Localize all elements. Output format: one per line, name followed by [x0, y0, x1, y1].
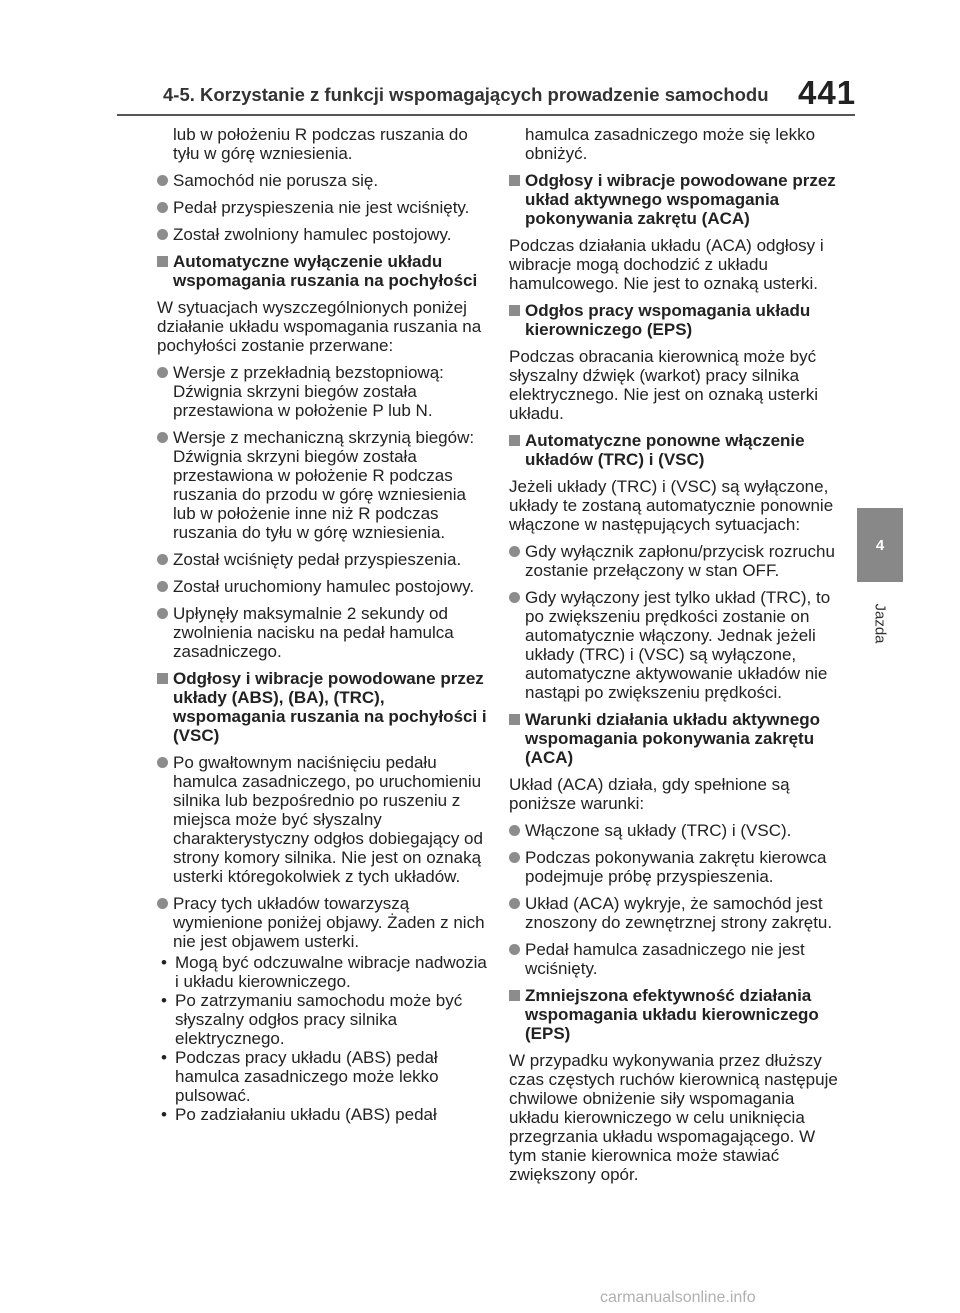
left-column	[157, 125, 487, 1132]
list-item: Został uruchomiony hamulec postojowy.	[157, 577, 487, 596]
circle-bullet-icon	[509, 852, 520, 863]
section-heading: Warunki działania układu aktywnego wspomagania pokonywania zakrętu (ACA)	[509, 710, 839, 767]
dot-bullet-icon: •	[161, 1048, 167, 1067]
list-item: Pracy tych układów towarzyszą wymienione poniżej objawy. Żaden z nich nie jest objawem usterki.	[157, 894, 487, 951]
paragraph: Jeżeli układy (TRC) i (VSC) są wyłączone, układy te zostaną automatycznie ponownie włączone w następujących sytuacjach:	[509, 477, 834, 534]
chapter-tab[interactable]	[857, 508, 903, 582]
chapter-label-text: Jazda	[871, 602, 889, 644]
square-bullet-icon	[157, 256, 168, 267]
sub-list	[157, 953, 487, 1124]
circle-bullet-icon	[157, 367, 168, 378]
square-bullet-icon	[509, 714, 520, 725]
right-column	[509, 125, 839, 1192]
section-heading: Automatyczne wyłączenie układu wspomagania ruszania na pochyłości	[157, 252, 487, 290]
list-item: Gdy wyłącznik zapłonu/przycisk rozruchu zostanie przełączony w stan OFF.	[509, 542, 839, 580]
paragraph: W sytuacjach wyszczególnionych poniżej działanie układu wspomagania ruszania na pochyłości zostanie przerwane:	[157, 298, 482, 355]
circle-bullet-icon	[157, 175, 168, 186]
circle-bullet-icon	[509, 825, 520, 836]
chapter-label	[860, 598, 900, 648]
circle-bullet-icon	[509, 944, 520, 955]
sub-list-item: • Po zadziałaniu układu (ABS) pedał	[161, 1105, 437, 1124]
circle-bullet-icon	[157, 757, 168, 768]
paragraph: W przypadku wykonywania przez dłuższy czas częstych ruchów kierownicą następuje chwilowe obniżenie siły wspomagania układu kierowniczego w celu uniknięcia przegrzania układu wspomagającego. W tym stanie kierownica może stawiać zwiększony opór.	[509, 1051, 838, 1184]
sub-list-item: • Mogą być odczuwalne wibracje nadwozia i układu kierowniczego.	[161, 953, 487, 991]
page-header	[0, 0, 960, 120]
list-item: Upłynęły maksymalnie 2 sekundy od zwolnienia nacisku na pedał hamulca zasadniczego.	[157, 604, 487, 661]
square-bullet-icon	[157, 673, 168, 684]
square-bullet-icon	[509, 305, 520, 316]
square-bullet-icon	[509, 435, 520, 446]
list-item: Wersje z mechaniczną skrzynią biegów: Dźwignia skrzyni biegów została przestawiona w położenie R podczas ruszania do przodu w górę wzniesienia lub w położenie inne niż R podczas ruszania do tyłu w górę wzniesienia.	[157, 428, 487, 542]
list-item: Pedał hamulca zasadniczego nie jest wciśnięty.	[509, 940, 839, 978]
section-heading: Odgłos pracy wspomagania układu kierowniczego (EPS)	[509, 301, 839, 339]
page-number: 441	[798, 74, 857, 111]
section-heading: Odgłosy i wibracje powodowane przez układ aktywnego wspomagania pokonywania zakrętu (ACA)	[509, 171, 839, 228]
dot-bullet-icon: •	[161, 1105, 167, 1124]
circle-bullet-icon	[157, 229, 168, 240]
circle-bullet-icon	[157, 898, 168, 909]
list-item: Pedał przyspieszenia nie jest wciśnięty.	[157, 198, 487, 217]
paragraph: Podczas działania układu (ACA) odgłosy i wibracje mogą dochodzić z układu hamulcowego. Nie jest to oznaką usterki.	[509, 236, 824, 293]
square-bullet-icon	[509, 175, 520, 186]
circle-bullet-icon	[509, 592, 520, 603]
continued-text: hamulca zasadniczego może się lekko obniżyć.	[525, 125, 816, 163]
sub-list-item: • Podczas pracy układu (ABS) pedał hamulca zasadniczego może lekko pulsować.	[161, 1048, 439, 1105]
list-item: Gdy wyłączony jest tylko układ (TRC), to po zwiększeniu prędkości zostanie on automatycznie włączony. Jednak jeżeli układy (TRC) i (VSC) są wyłączone, automatyczne aktywowanie układów nie nastąpi po zwiększeniu prędkości.	[509, 588, 839, 702]
circle-bullet-icon	[157, 581, 168, 592]
dot-bullet-icon: •	[161, 953, 167, 972]
list-item: Podczas pokonywania zakrętu kierowca podejmuje próbę przyspieszenia.	[509, 848, 839, 886]
list-item: Został zwolniony hamulec postojowy.	[157, 225, 487, 244]
sub-list-item: • Po zatrzymaniu samochodu może być słyszalny odgłos pracy silnika elektrycznego.	[161, 991, 463, 1048]
watermark: carmanualsonline.info	[600, 1289, 756, 1306]
paragraph: Podczas obracania kierownicą może być słyszalny dźwięk (warkot) pracy silnika elektrycznego. Nie jest on oznaką usterki układu.	[509, 347, 818, 423]
circle-bullet-icon	[157, 202, 168, 213]
circle-bullet-icon	[509, 546, 520, 557]
circle-bullet-icon	[509, 898, 520, 909]
list-item: Wersje z przekładnią bezstopniową: Dźwignia skrzyni biegów została przestawiona w położenie P lub N.	[157, 363, 487, 420]
chapter-number: 4	[875, 536, 885, 554]
list-item: Po gwałtownym naciśnięciu pedału hamulca zasadniczego, po uruchomieniu silnika lub bezpośrednio po ruszeniu z miejsca może być słyszalny charakterystyczny odgłos dobiegający od strony komory silnika. Nie jest on oznaką usterki któregokolwiek z tych układów.	[157, 753, 487, 886]
paragraph: Układ (ACA) działa, gdy spełnione są poniższe warunki:	[509, 775, 790, 813]
header-divider	[117, 114, 855, 116]
section-heading: Automatyczne ponowne włączenie układów (TRC) i (VSC)	[509, 431, 839, 469]
circle-bullet-icon	[157, 554, 168, 565]
circle-bullet-icon	[157, 432, 168, 443]
dot-bullet-icon: •	[161, 991, 167, 1010]
list-item: Samochód nie porusza się.	[157, 171, 487, 190]
list-item: Włączone są układy (TRC) i (VSC).	[509, 821, 839, 840]
circle-bullet-icon	[157, 608, 168, 619]
section-heading: Zmniejszona efektywność działania wspomagania układu kierowniczego (EPS)	[509, 986, 839, 1043]
section-heading: Odgłosy i wibracje powodowane przez układy (ABS), (BA), (TRC), wspomagania ruszania na pochyłości i (VSC)	[157, 669, 487, 745]
continued-text: lub w położeniu R podczas ruszania do tyłu w górę wzniesienia.	[173, 125, 468, 163]
list-item: Układ (ACA) wykryje, że samochód jest znoszony do zewnętrznej strony zakrętu.	[509, 894, 839, 932]
section-title: 4-5. Korzystanie z funkcji wspomagających prowadzenie samochodu	[163, 84, 769, 105]
list-item: Został wciśnięty pedał przyspieszenia.	[157, 550, 487, 569]
square-bullet-icon	[509, 990, 520, 1001]
